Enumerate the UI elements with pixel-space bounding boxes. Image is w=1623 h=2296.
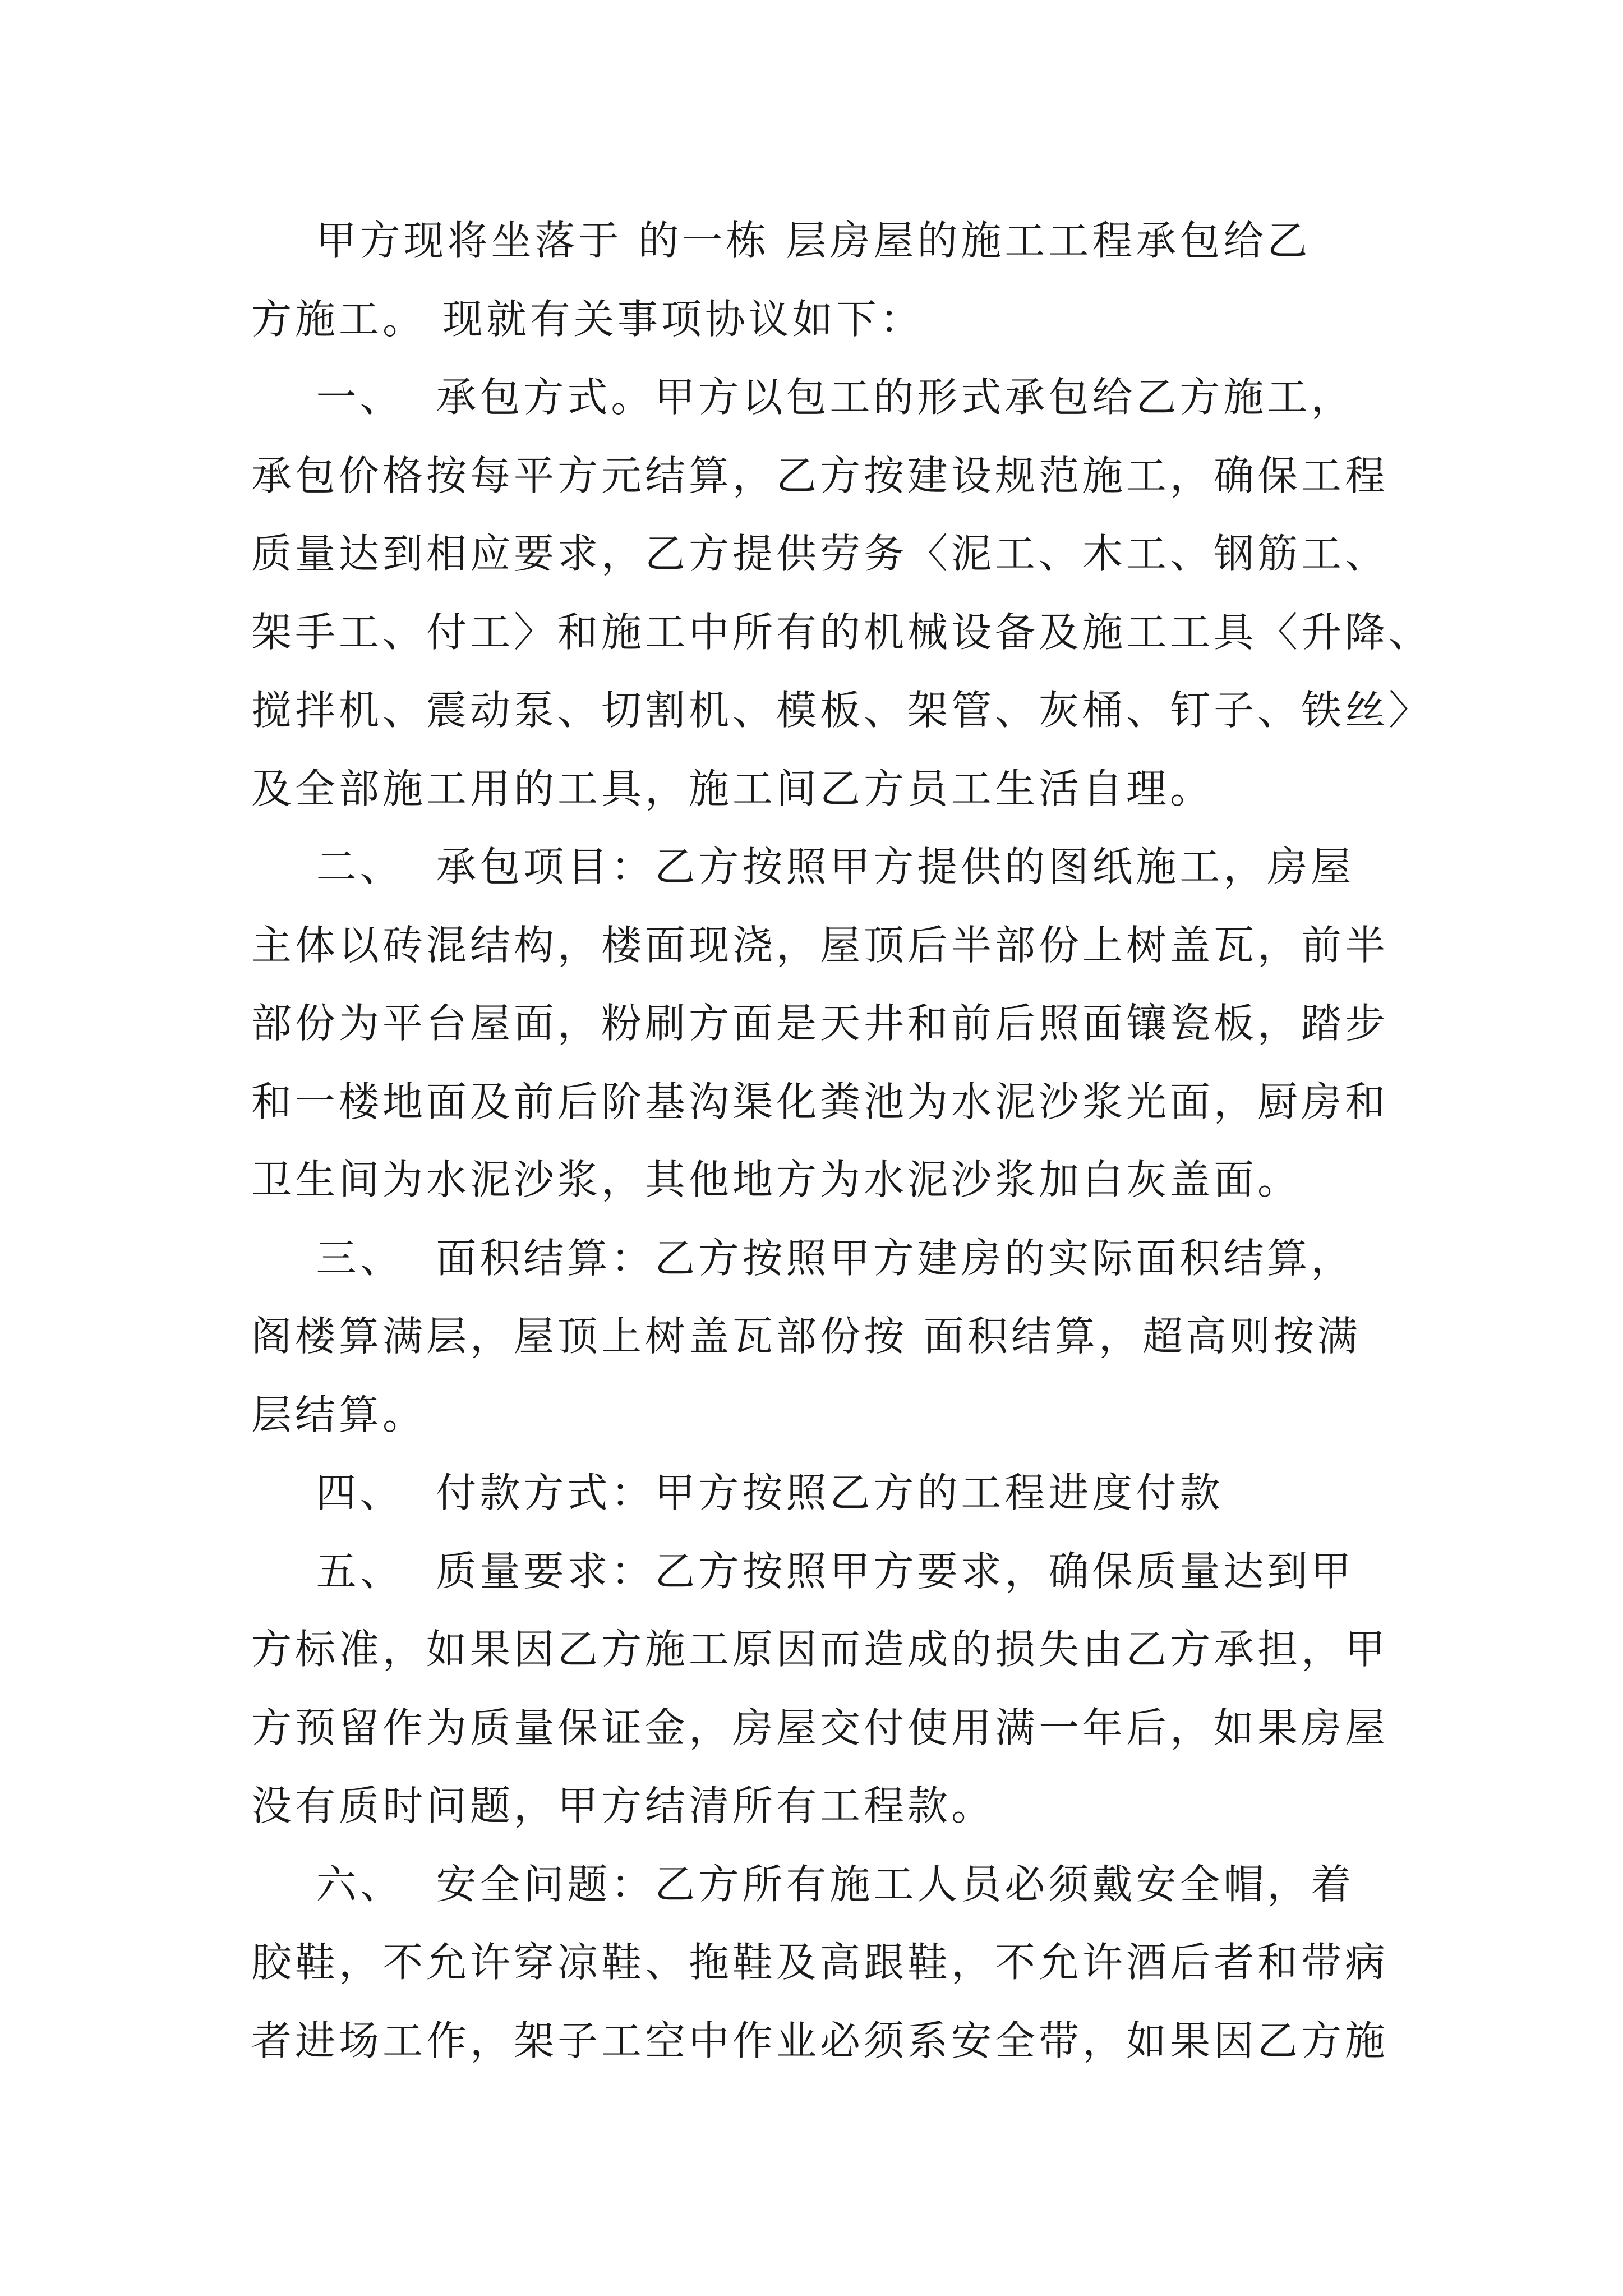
paragraph-line: 架手工、付工〉和施工中所有的机械设备及施工工具〈升降、 <box>251 608 1433 656</box>
paragraph-line: 搅拌机、震动泵、切割机、模板、架管、灰桶、钉子、铁丝〉 <box>251 687 1433 734</box>
paragraph-line: 部份为平台屋面，粉刷方面是天井和前后照面镶瓷板，踏步 <box>251 1000 1389 1047</box>
paragraph-line: 和一楼地面及前后阶基沟渠化粪池为水泥沙浆光面，厨房和 <box>251 1078 1389 1125</box>
paragraph-line: 五、 质量要求：乙方按照甲方要求，确保质量达到甲 <box>251 1547 1355 1595</box>
paragraph-line: 胶鞋，不允许穿凉鞋、拖鞋及高跟鞋，不允许酒后者和带病 <box>251 1939 1389 1986</box>
paragraph-line: 六、 安全问题：乙方所有施工人员必须戴安全帽，着 <box>251 1860 1355 1908</box>
paragraph-line: 阁楼算满层，屋顶上树盖瓦部份按 面积结算，超高则按满 <box>251 1313 1361 1360</box>
paragraph-line: 一、 承包方式。甲方以包工的形式承包给乙方施工， <box>251 374 1355 421</box>
paragraph-line: 主体以砖混结构，楼面现浇，屋顶后半部份上树盖瓦，前半 <box>251 921 1389 969</box>
paragraph-line: 方预留作为质量保证金，房屋交付使用满一年后，如果房屋 <box>251 1704 1389 1751</box>
paragraph-line: 甲方现将坐落于 的一栋 层房屋的施工工程承包给乙 <box>251 217 1311 264</box>
paragraph-line: 三、 面积结算：乙方按照甲方建房的实际面积结算， <box>251 1234 1355 1282</box>
paragraph-line: 四、 付款方式：甲方按照乙方的工程进度付款 <box>251 1469 1224 1516</box>
paragraph-line: 及全部施工用的工具，施工间乙方员工生活自理。 <box>251 765 1214 812</box>
paragraph-line: 没有质时问题，甲方结清所有工程款。 <box>251 1782 995 1829</box>
paragraph-line: 二、 承包项目：乙方按照甲方提供的图纸施工，房屋 <box>251 843 1355 890</box>
paragraph-line: 方标准，如果因乙方施工原因而造成的损失由乙方承担，甲 <box>251 1626 1389 1673</box>
paragraph-line: 质量达到相应要求，乙方提供劳务〈泥工、木工、钢筋工、 <box>251 530 1389 577</box>
paragraph-line: 承包价格按每平方元结算，乙方按建设规范施工，确保工程 <box>251 452 1389 499</box>
contract-body <box>251 202 1433 2080</box>
paragraph-line: 卫生间为水泥沙浆，其他地方为水泥沙浆加白灰盖面。 <box>251 1156 1302 1203</box>
paragraph-line: 方施工。 现就有关事项协议如下： <box>251 295 924 343</box>
paragraph-line: 者进场工作，架子工空中作业必须系安全带，如果因乙方施 <box>251 2017 1389 2064</box>
paragraph-line: 层结算。 <box>251 1391 427 1438</box>
